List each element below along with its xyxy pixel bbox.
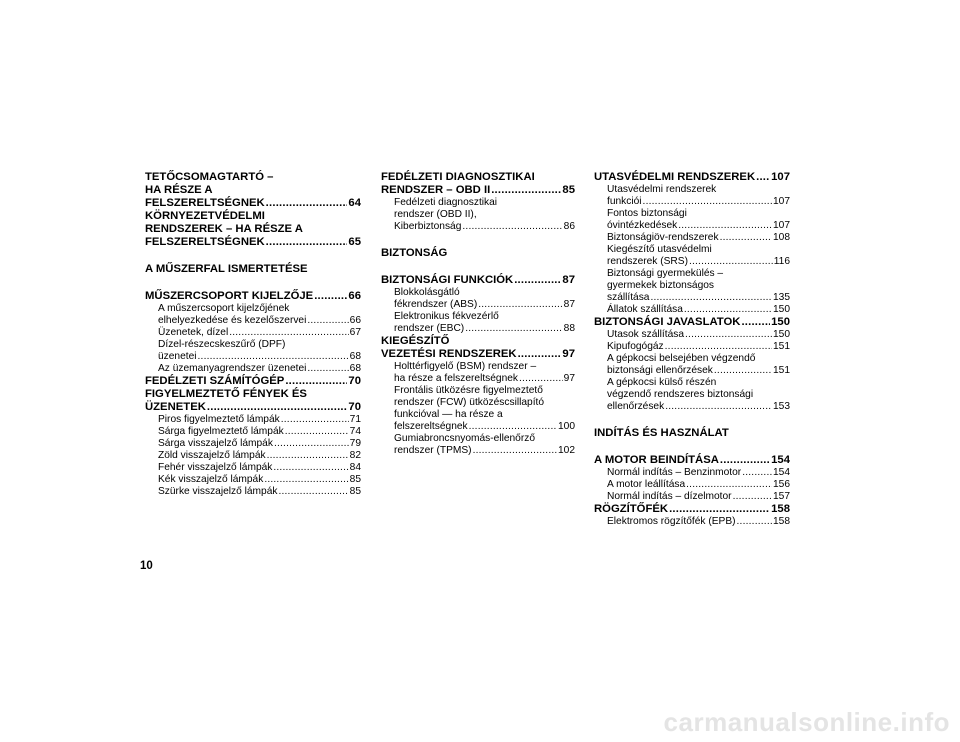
dot-leader bbox=[720, 232, 772, 244]
toc-page-number: 66 bbox=[349, 315, 361, 326]
toc-subentry[interactable] bbox=[594, 220, 790, 232]
toc-subentry[interactable] bbox=[594, 329, 790, 341]
toc-page-number: 65 bbox=[348, 236, 361, 248]
toc-entry-title: RÖGZÍTŐFÉK bbox=[594, 503, 669, 515]
toc-subentry[interactable] bbox=[381, 287, 575, 299]
toc-page-number: 150 bbox=[773, 329, 790, 340]
dot-leader bbox=[281, 414, 349, 426]
toc-subentry[interactable] bbox=[594, 232, 790, 244]
toc-entry-title: Üzenetek, dízel bbox=[158, 327, 229, 338]
toc-page-number: 71 bbox=[349, 414, 361, 425]
toc-entry-title: rendszer (EBC) bbox=[394, 323, 465, 334]
toc-page-number: 85 bbox=[349, 474, 361, 485]
toc-subentry[interactable] bbox=[381, 409, 575, 421]
toc-subentry[interactable] bbox=[145, 363, 361, 375]
toc-subentry[interactable] bbox=[594, 280, 790, 292]
toc-entry-title: MŰSZERCSOPORT KIJELZŐJE bbox=[145, 290, 314, 302]
dot-leader bbox=[229, 327, 348, 339]
toc-entry-title: biztonsági ellenőrzések bbox=[607, 365, 713, 376]
toc-entry-title: Kiberbiztonság bbox=[394, 221, 462, 232]
toc-entry-title: Frontális ütközésre figyelmeztető bbox=[394, 385, 543, 396]
toc-page-number: 79 bbox=[349, 438, 361, 449]
toc-entry-title: felszereltségnek bbox=[394, 421, 468, 432]
toc-entry-title: BIZTONSÁGI FUNKCIÓK bbox=[381, 274, 514, 286]
toc-page-number: 68 bbox=[349, 363, 361, 374]
dot-leader bbox=[314, 290, 347, 303]
toc-subentry[interactable] bbox=[594, 389, 790, 401]
toc-entry-title: funkciói bbox=[607, 196, 642, 207]
toc-chapter-entry[interactable] bbox=[594, 316, 790, 329]
toc-page-number: 74 bbox=[349, 426, 361, 437]
toc-entry-title: FEDÉLZETI SZÁMÍTÓGÉP bbox=[145, 375, 285, 387]
dot-leader bbox=[720, 454, 770, 467]
dot-leader bbox=[742, 467, 772, 479]
toc-page-number: 102 bbox=[558, 445, 575, 456]
toc-page-number: 85 bbox=[349, 486, 361, 497]
toc-entry-title: VEZETÉSI RENDSZEREK bbox=[381, 348, 517, 360]
toc-entry-title: Sárga figyelmeztető lámpák bbox=[158, 426, 284, 437]
toc-subentry[interactable] bbox=[381, 209, 575, 221]
toc-entry-title: Kiegészítő utasvédelmi bbox=[607, 244, 712, 255]
toc-page-number: 151 bbox=[773, 341, 790, 352]
toc-subentry[interactable] bbox=[145, 450, 361, 462]
toc-entry-title: Gumiabroncsnyomás-ellenőrző bbox=[394, 433, 535, 444]
toc-entry-title: rendszer (TPMS) bbox=[394, 445, 472, 456]
toc-subentry[interactable] bbox=[145, 414, 361, 426]
toc-page-number: 158 bbox=[773, 516, 790, 527]
toc-chapter-entry[interactable] bbox=[145, 223, 361, 236]
toc-entry-title: Kipufogógáz bbox=[607, 341, 664, 352]
toc-subentry[interactable] bbox=[381, 373, 575, 385]
dot-leader bbox=[741, 316, 770, 329]
toc-page-number: 157 bbox=[773, 491, 790, 502]
toc-entry-title: rendszerek (SRS) bbox=[607, 256, 688, 267]
toc-entry-title: Biztonságiöv-rendszerek bbox=[607, 232, 719, 243]
dot-leader bbox=[278, 486, 348, 498]
toc-subentry[interactable] bbox=[145, 474, 361, 486]
dot-leader bbox=[285, 375, 347, 388]
toc-entry-title: ellenőrzések bbox=[607, 401, 665, 412]
toc-subentry[interactable] bbox=[594, 467, 790, 479]
toc-entry-title: FELSZERELTSÉGNEK bbox=[145, 236, 265, 248]
toc-subentry[interactable] bbox=[594, 341, 790, 353]
toc-page-number: 97 bbox=[563, 373, 575, 384]
toc-entry-title: rendszer (FCW) ütközéscsillapító bbox=[394, 397, 545, 408]
toc-column-3 bbox=[594, 171, 790, 528]
dot-leader bbox=[267, 450, 349, 462]
toc-page-number: 150 bbox=[773, 304, 790, 315]
dot-leader bbox=[264, 474, 348, 486]
toc-subentry[interactable] bbox=[381, 397, 575, 409]
toc-entry-title: Elektronikus fékvezérlő bbox=[394, 311, 499, 322]
toc-chapter-entry[interactable] bbox=[145, 171, 361, 184]
toc-entry-title: A MOTOR BEINDÍTÁSA bbox=[594, 454, 719, 466]
toc-subentry[interactable] bbox=[381, 311, 575, 323]
toc-subentry[interactable] bbox=[381, 421, 575, 433]
toc-subentry[interactable] bbox=[594, 516, 790, 528]
toc-entry-title: UTASVÉDELMI RENDSZEREK bbox=[594, 171, 756, 183]
toc-subentry[interactable] bbox=[381, 323, 575, 335]
dot-leader bbox=[307, 363, 348, 375]
toc-page-number: 88 bbox=[563, 323, 575, 334]
toc-chapter-entry[interactable] bbox=[381, 184, 575, 197]
toc-entry-title: RENDSZER – OBD II bbox=[381, 184, 491, 196]
toc-chapter-entry[interactable] bbox=[145, 388, 361, 401]
toc-entry-title: FELSZERELTSÉGNEK bbox=[145, 197, 265, 209]
dot-leader bbox=[465, 323, 562, 335]
dot-leader bbox=[307, 315, 348, 327]
toc-chapter-entry[interactable] bbox=[381, 348, 575, 361]
toc-page-number: 68 bbox=[349, 351, 361, 362]
toc-subentry[interactable] bbox=[381, 385, 575, 397]
toc-subentry[interactable] bbox=[594, 208, 790, 220]
toc-entry-title: FIGYELMEZTETŐ FÉNYEK ÉS bbox=[145, 388, 307, 400]
toc-page-number: 64 bbox=[348, 197, 361, 209]
dot-leader bbox=[669, 503, 770, 516]
toc-entry-title: Fontos biztonsági bbox=[607, 208, 687, 219]
toc-subentry[interactable] bbox=[381, 361, 575, 373]
toc-entry-title: funkcióval — ha része a bbox=[394, 409, 503, 420]
toc-entry-title: Piros figyelmeztető lámpák bbox=[158, 414, 280, 425]
toc-entry-title: rendszer (OBD II), bbox=[394, 209, 477, 220]
watermark: carmanualsonline.info bbox=[663, 707, 950, 737]
toc-subentry[interactable] bbox=[381, 197, 575, 209]
toc-page-number: 108 bbox=[773, 232, 790, 243]
dot-leader bbox=[266, 236, 348, 249]
toc-entry-title: Utasvédelmi rendszerek bbox=[607, 184, 717, 195]
toc-chapter-entry[interactable] bbox=[145, 184, 361, 197]
toc-page-number: 66 bbox=[348, 290, 361, 302]
toc-page-number: 82 bbox=[349, 450, 361, 461]
toc-page-number: 107 bbox=[771, 171, 790, 183]
toc-page-number: 67 bbox=[349, 327, 361, 338]
toc-entry-title: Normál indítás – dízelmotor bbox=[607, 491, 732, 502]
dot-leader bbox=[266, 197, 348, 210]
toc-subentry[interactable] bbox=[381, 299, 575, 311]
toc-page-number: 156 bbox=[773, 479, 790, 490]
dot-leader bbox=[665, 341, 772, 353]
toc-column-1 bbox=[145, 171, 361, 498]
toc-subentry[interactable] bbox=[594, 184, 790, 196]
toc-subentry[interactable] bbox=[594, 196, 790, 208]
toc-page-number: 151 bbox=[773, 365, 790, 376]
dot-leader bbox=[473, 445, 557, 457]
toc-entry-title: KIEGÉSZÍTŐ bbox=[381, 335, 450, 347]
dot-leader bbox=[689, 256, 773, 268]
toc-subentry[interactable] bbox=[145, 315, 361, 327]
dot-leader bbox=[478, 299, 562, 311]
toc-subentry[interactable] bbox=[145, 339, 361, 351]
toc-chapter-entry[interactable] bbox=[381, 335, 575, 348]
toc-entry-title: ÜZENETEK bbox=[145, 401, 206, 413]
spacer bbox=[594, 413, 790, 427]
toc-chapter-entry[interactable] bbox=[145, 197, 361, 210]
dot-leader bbox=[274, 438, 349, 450]
toc-entry-title: FEDÉLZETI DIAGNOSZTIKAI bbox=[381, 171, 535, 183]
toc-entry-title: Szürke visszajelző lámpák bbox=[158, 486, 278, 497]
toc-subentry[interactable] bbox=[381, 433, 575, 445]
toc-chapter-entry[interactable] bbox=[594, 171, 790, 184]
toc-entry-title: Utasok szállítása bbox=[607, 329, 685, 340]
dot-leader bbox=[650, 292, 772, 304]
dot-leader bbox=[518, 348, 562, 361]
dot-leader bbox=[678, 220, 772, 232]
toc-subentry[interactable] bbox=[381, 221, 575, 233]
toc-entry-title: Dízel-részecskeszűrő (DPF) bbox=[158, 339, 286, 350]
toc-subentry[interactable] bbox=[594, 244, 790, 256]
toc-entry-title: Holttérfigyelő (BSM) rendszer – bbox=[394, 361, 537, 372]
toc-entry-title: Fedélzeti diagnosztikai bbox=[394, 197, 498, 208]
dot-leader bbox=[469, 421, 557, 433]
dot-leader bbox=[756, 171, 770, 184]
toc-entry-title: üzenetei bbox=[158, 351, 197, 362]
toc-entry-title: szállítása bbox=[607, 292, 650, 303]
dot-leader bbox=[491, 184, 561, 197]
toc-entry-title: Sárga visszajelző lámpák bbox=[158, 438, 273, 449]
toc-subentry[interactable] bbox=[145, 303, 361, 315]
dot-leader bbox=[684, 304, 772, 316]
dot-leader bbox=[733, 491, 772, 503]
toc-entry-title: Biztonsági gyermekülés – bbox=[607, 268, 724, 279]
toc-subentry[interactable] bbox=[594, 377, 790, 389]
toc-subentry[interactable] bbox=[145, 486, 361, 498]
toc-page-number: 87 bbox=[562, 274, 575, 286]
toc-entry-title: ha része a felszereltségnek bbox=[394, 373, 519, 384]
toc-entry-title: KÖRNYEZETVÉDELMI bbox=[145, 210, 265, 222]
spacer bbox=[145, 276, 361, 290]
toc-entry-title: elhelyezkedése és kezelőszervei bbox=[158, 315, 307, 326]
toc-page-number: 70 bbox=[348, 375, 361, 387]
toc-page-number: 97 bbox=[562, 348, 575, 360]
toc-entry-title: BIZTONSÁGI JAVASLATOK bbox=[594, 316, 741, 328]
dot-leader bbox=[737, 516, 772, 528]
toc-entry-title: fékrendszer (ABS) bbox=[394, 299, 478, 310]
toc-entry-title: A gépkocsi külső részén bbox=[607, 377, 717, 388]
toc-subentry[interactable] bbox=[594, 268, 790, 280]
toc-subentry[interactable] bbox=[594, 353, 790, 365]
toc-subentry[interactable] bbox=[145, 462, 361, 474]
toc-page-number: 86 bbox=[563, 221, 575, 232]
toc-chapter-entry[interactable] bbox=[145, 375, 361, 388]
dot-leader bbox=[514, 274, 561, 287]
dot-leader bbox=[273, 462, 348, 474]
toc-entry-title: A műszercsoport kijelzőjének bbox=[158, 303, 290, 314]
toc-page-number: 70 bbox=[348, 401, 361, 413]
toc-entry-title: Blokkolásgátló bbox=[394, 287, 460, 298]
toc-page-number: 135 bbox=[773, 292, 790, 303]
toc-subentry[interactable] bbox=[594, 256, 790, 268]
toc-chapter-entry[interactable] bbox=[594, 454, 790, 467]
spacer bbox=[381, 233, 575, 247]
dot-leader bbox=[665, 401, 772, 413]
toc-subentry[interactable] bbox=[594, 292, 790, 304]
dot-leader bbox=[285, 426, 349, 438]
toc-entry-title: Zöld visszajelző lámpák bbox=[158, 450, 266, 461]
toc-page-number: 116 bbox=[773, 256, 790, 267]
dot-leader bbox=[462, 221, 562, 233]
toc-chapter-entry[interactable] bbox=[594, 503, 790, 516]
toc-chapter-entry[interactable] bbox=[381, 171, 575, 184]
toc-entry-title: A motor leállítása bbox=[607, 479, 686, 490]
toc-entry-title: TETŐCSOMAGTARTÓ – bbox=[145, 171, 274, 183]
toc-subentry[interactable] bbox=[594, 401, 790, 413]
toc-chapter-entry[interactable] bbox=[145, 236, 361, 249]
toc-entry-title: Az üzemanyagrendszer üzenetei bbox=[158, 363, 307, 374]
toc-page-number: 84 bbox=[349, 462, 361, 473]
toc-subentry[interactable] bbox=[145, 438, 361, 450]
dot-leader bbox=[207, 401, 348, 414]
dot-leader bbox=[643, 196, 772, 208]
toc-chapter-entry[interactable] bbox=[145, 210, 361, 223]
toc-entry-title: Kék visszajelző lámpák bbox=[158, 474, 264, 485]
toc-page-number: 154 bbox=[771, 454, 790, 466]
dot-leader bbox=[519, 373, 563, 385]
toc-entry-title: HA RÉSZE A bbox=[145, 184, 213, 196]
toc-entry-title: Normál indítás – Benzinmotor bbox=[607, 467, 742, 478]
toc-page-number: 107 bbox=[773, 196, 790, 207]
toc-entry-title: RENDSZEREK – HA RÉSZE A bbox=[145, 223, 303, 235]
toc-subentry[interactable] bbox=[145, 327, 361, 339]
dot-leader bbox=[685, 329, 772, 341]
spacer bbox=[594, 440, 790, 454]
toc-page-number: 85 bbox=[562, 184, 575, 196]
spacer bbox=[145, 249, 361, 263]
toc-column-2 bbox=[381, 171, 575, 457]
toc-entry-title: gyermekek biztonságos bbox=[607, 280, 715, 291]
toc-subentry[interactable] bbox=[594, 479, 790, 491]
toc-subentry[interactable] bbox=[381, 445, 575, 457]
toc-page-number: 87 bbox=[563, 299, 575, 310]
toc-chapter-entry[interactable] bbox=[145, 401, 361, 414]
toc-page-number: 150 bbox=[771, 316, 790, 328]
toc-subentry[interactable] bbox=[145, 426, 361, 438]
toc-page-number: 107 bbox=[773, 220, 790, 231]
toc-page-number: 100 bbox=[558, 421, 575, 432]
toc-subentry[interactable] bbox=[594, 491, 790, 503]
toc-entry-title: óvintézkedések bbox=[607, 220, 678, 231]
section-heading: BIZTONSÁG bbox=[381, 247, 448, 259]
toc-subentry[interactable] bbox=[594, 365, 790, 377]
page-number: 10 bbox=[140, 560, 153, 572]
dot-leader bbox=[686, 479, 772, 491]
toc-page-number: 154 bbox=[773, 467, 790, 478]
dot-leader bbox=[714, 365, 772, 377]
toc-chapter-entry[interactable] bbox=[145, 290, 361, 303]
toc-entry-title: Elektromos rögzítőfék (EPB) bbox=[607, 516, 736, 527]
toc-subentry[interactable] bbox=[594, 304, 790, 316]
spacer bbox=[381, 260, 575, 274]
section-heading: A MŰSZERFAL ISMERTETÉSE bbox=[145, 263, 308, 275]
toc-entry-title: Fehér visszajelző lámpák bbox=[158, 462, 273, 473]
section-heading: INDÍTÁS ÉS HASZNÁLAT bbox=[594, 427, 729, 439]
toc-entry-title: A gépkocsi belsejében végzendő bbox=[607, 353, 756, 364]
toc-page-number: 158 bbox=[771, 503, 790, 515]
dot-leader bbox=[198, 351, 349, 363]
toc-page-number: 153 bbox=[773, 401, 790, 412]
toc-entry-title: végzendő rendszeres biztonsági bbox=[607, 389, 754, 400]
toc-entry-title: Állatok szállítása bbox=[607, 304, 683, 315]
toc-chapter-entry[interactable] bbox=[381, 274, 575, 287]
toc-subentry[interactable] bbox=[145, 351, 361, 363]
